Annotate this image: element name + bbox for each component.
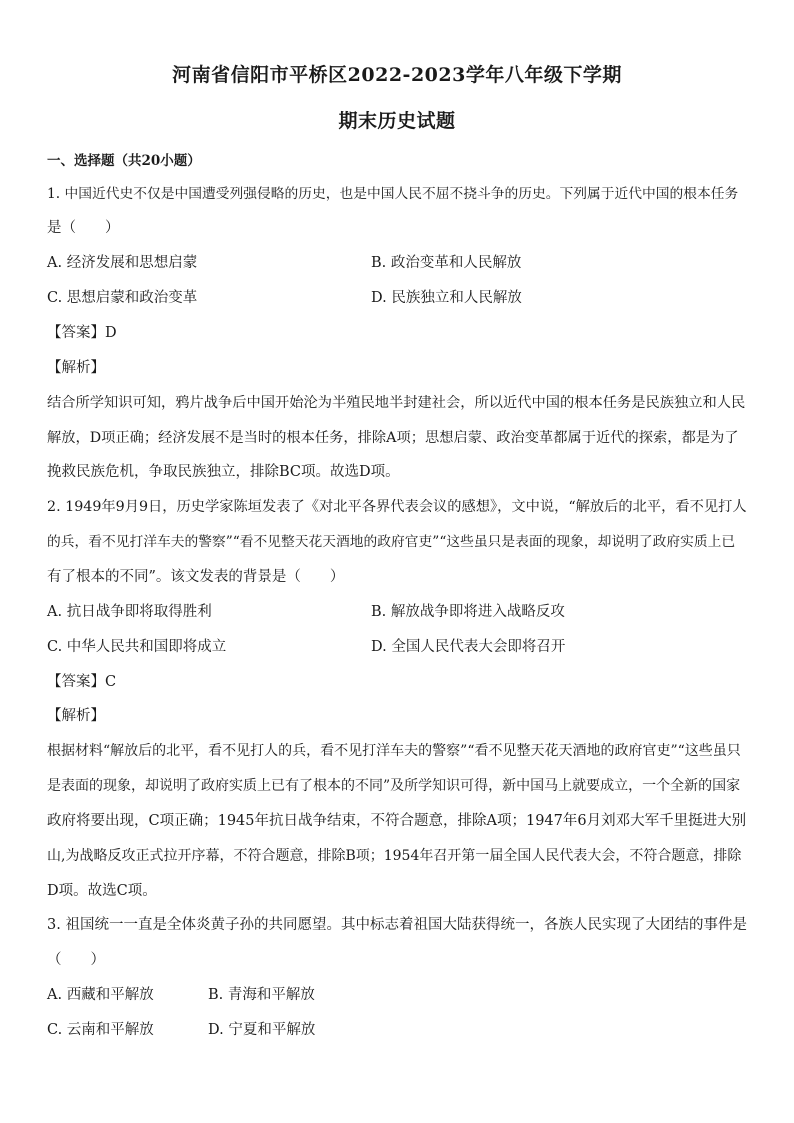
q1-option-d: D. 民族独立和人民解放 (371, 290, 522, 306)
q2-answer: 【答案】C (47, 674, 117, 690)
q3-option-a: A. 西藏和平解放 (47, 987, 154, 1003)
q2-stem-line-2: 的兵，看不见打洋车夫的警察”“看不见整天花天酒地的政府官吏”“这些虽只是表面的现象，却说明了政府实质上已 (47, 534, 736, 550)
q1-answer: 【答案】D (47, 325, 117, 341)
q1-stem-line-1: 1. 中国近代史不仅是中国遭受列强侵略的历史，也是中国人民不屈不挠斗争的历史。下列属于近代中国的根本任务 (47, 186, 739, 202)
q1-analysis-line-3: 挽救民族危机，争取民族独立，排除BC项。故选D项。 (47, 464, 400, 480)
q1-option-c: C. 思想启蒙和政治变革 (47, 290, 198, 306)
q2-analysis-line-1: 根据材料“解放后的北平，看不见打人的兵，看不见打洋车夫的警察”“看不见整天花天酒地的政府官吏”“这些虽只 (47, 743, 741, 759)
section-heading: 一、选择题（共20小题） (47, 153, 201, 169)
q2-analysis-line-5: D项。故选C项。 (47, 883, 157, 899)
q3-option-c: C. 云南和平解放 (47, 1022, 154, 1038)
q2-analysis-line-2: 是表面的现象，却说明了政府实质上已有了根本的不同”及所学知识可得，新中国马上就要成立，一个全新的国家 (47, 778, 741, 794)
q1-analysis-line-1: 结合所学知识可知，鸦片战争后中国开始沦为半殖民地半封建社会，所以近代中国的根本任务是民族独立和人民 (47, 395, 746, 411)
q1-option-a: A. 经济发展和思想启蒙 (47, 255, 198, 271)
q2-option-a: A. 抗日战争即将取得胜利 (47, 604, 212, 620)
q2-option-b: B. 解放战争即将进入战略反攻 (371, 604, 565, 620)
document-title-line-2: 期末历史试题 (338, 110, 456, 132)
q3-stem-line-2: （ ） (47, 952, 105, 968)
q1-analysis-line-2: 解放，D项正确；经济发展不是当时的根本任务，排除A项；思想启蒙、政治变革都属于近代的探索，都是为了 (47, 430, 739, 446)
q2-analysis-label: 【解析】 (47, 708, 105, 724)
q2-stem-line-1: 2. 1949年9月9日，历史学家陈垣发表了《对北平各界代表会议的感想》，文中说，“解放后的北平，看不见打人 (47, 499, 747, 515)
q2-stem-line-3: 有了根本的不同”。该文发表的背景是（ ） (47, 569, 345, 585)
q1-option-b: B. 政治变革和人民解放 (371, 255, 522, 271)
q2-analysis-line-3: 政府将要出现，C项正确；1945年抗日战争结束，不符合题意，排除A项；1947年6月刘邓大军千里挺进大别 (47, 813, 747, 829)
q3-stem-line-1: 3. 祖国统一一直是全体炎黄子孙的共同愿望。其中标志着祖国大陆获得统一，各族人民实现了大团结的事件是 (47, 917, 747, 933)
document-title-line-1: 河南省信阳市平桥区2022-2023学年八年级下学期 (172, 64, 622, 86)
q1-stem-line-2: 是（ ） (47, 220, 120, 236)
q1-analysis-label: 【解析】 (47, 360, 105, 376)
q2-analysis-line-4: 山,为战略反攻正式拉开序幕，不符合题意，排除B项；1954年召开第一届全国人民代表大会，不符合题意，排除 (47, 848, 742, 864)
q2-option-c: C. 中华人民共和国即将成立 (47, 639, 227, 655)
q3-option-d: D. 宁夏和平解放 (208, 1022, 316, 1038)
q2-option-d: D. 全国人民代表大会即将召开 (371, 639, 566, 655)
q3-option-b: B. 青海和平解放 (208, 987, 315, 1003)
